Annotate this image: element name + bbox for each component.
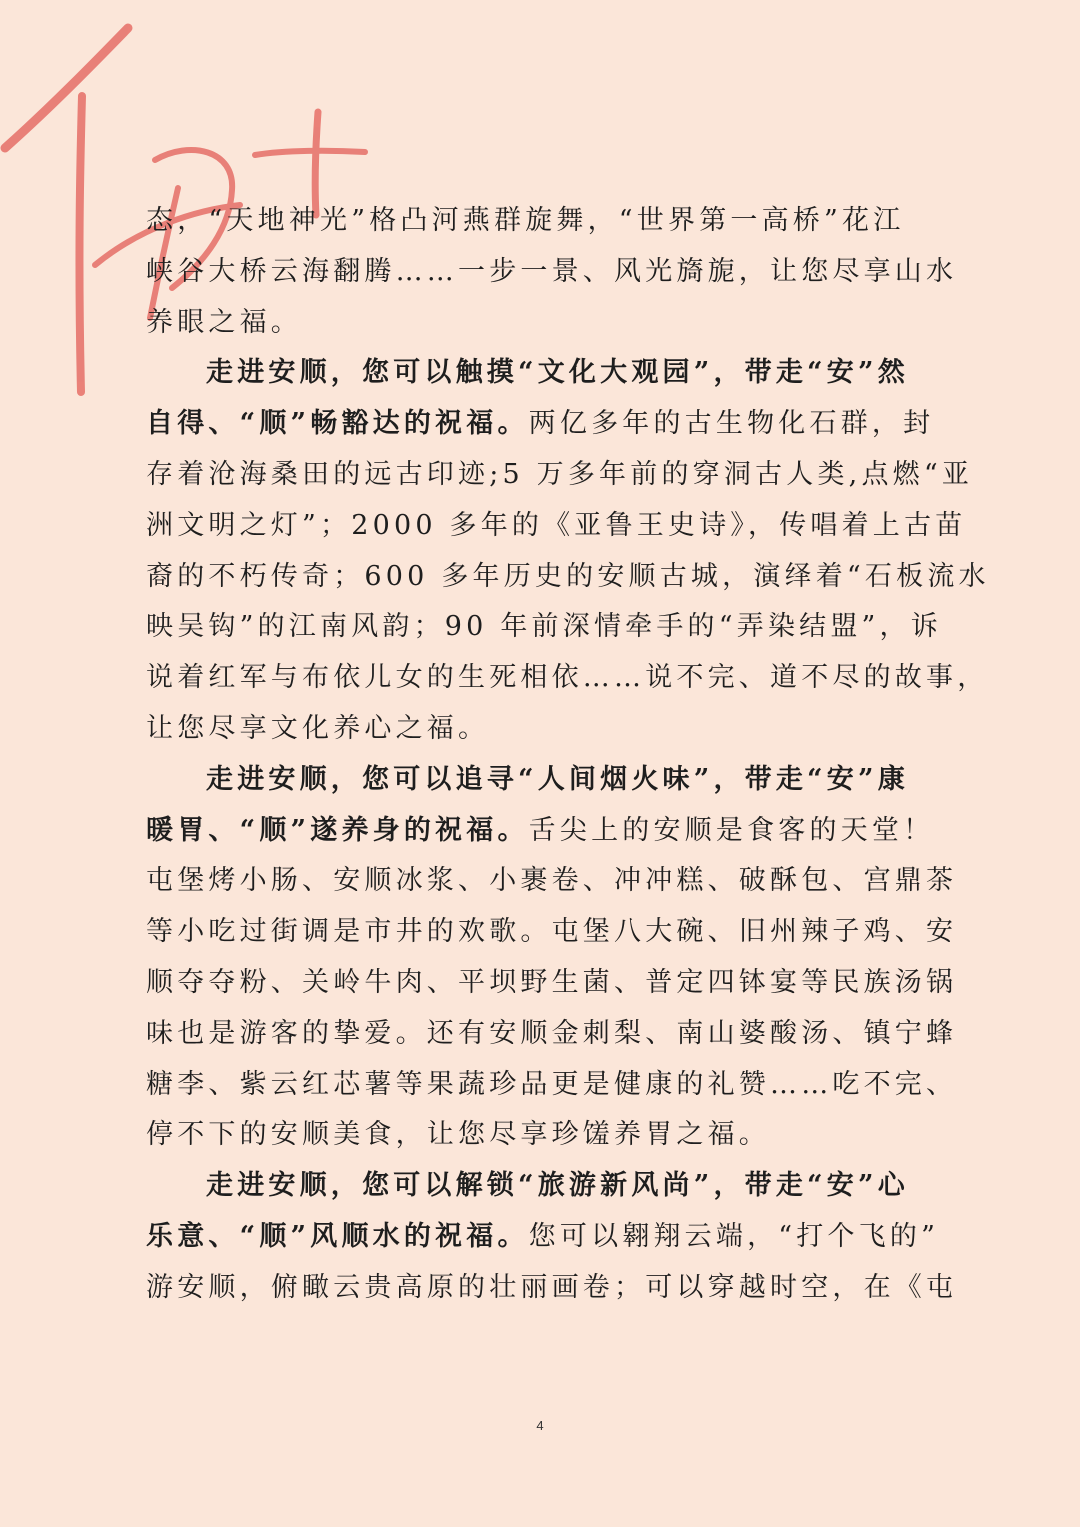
text-run: 您可以翱翔云端，“打个飞的” xyxy=(528,1220,940,1252)
text-run: 映吴钩”的江南风韵；90 年前深情牵手的“弄染结盟”，诉 xyxy=(146,611,942,643)
text-line xyxy=(146,958,958,1009)
text-run: 舌尖上的安顺是食客的天堂！ xyxy=(528,814,935,846)
text-line xyxy=(146,1161,946,1212)
text-line xyxy=(146,907,958,958)
text-run: 游安顺，俯瞰云贵高原的壮丽画卷；可以穿越时空，在《屯 xyxy=(146,1271,958,1303)
text-run: 糖李、紫云红芯薯等果蔬珍品更是健康的礼赞……吃不完、 xyxy=(146,1068,958,1100)
text-run: 停不下的安顺美食，让您尽享珍馐养胃之福。 xyxy=(146,1119,770,1151)
page-number: 4 xyxy=(536,1418,544,1433)
text-line xyxy=(146,806,946,857)
text-line xyxy=(146,1212,946,1263)
text-line xyxy=(146,653,989,704)
text-run: 说着红军与布依儿女的生死相依……说不完、道不尽的故事， xyxy=(146,662,989,694)
brush-stroke xyxy=(79,96,82,392)
text-line xyxy=(146,247,958,298)
text-line xyxy=(146,1263,958,1314)
bold-text-run: 走进安顺，您可以触摸“文化大观园”，带走“安”然 xyxy=(206,357,909,389)
text-line xyxy=(146,755,946,806)
text-run: 屯堡烤小肠、安顺冰浆、小裹卷、冲冲糕、破酥包、宫鼎茶 xyxy=(146,865,958,897)
text-line xyxy=(146,856,958,907)
text-line xyxy=(146,196,946,247)
text-run: 顺夺夺粉、关岭牛肉、平坝野生菌、普定四钵宴等民族汤锅 xyxy=(146,966,958,998)
text-line xyxy=(146,399,946,450)
text-run: 峡谷大桥云海翻腾……一步一景、风光旖旎，让您尽享山水 xyxy=(146,255,958,287)
text-line xyxy=(146,704,946,755)
brush-stroke xyxy=(5,28,128,148)
text-run: 两亿多年的古生物化石群，封 xyxy=(528,408,935,440)
text-line xyxy=(146,501,967,552)
bold-text-run: 乐意、“顺”风顺水的祝福。 xyxy=(146,1220,529,1252)
text-line xyxy=(146,552,990,603)
text-run: 让您尽享文化养心之福。 xyxy=(146,712,490,744)
text-line xyxy=(146,348,946,399)
bold-text-run: 自得、“顺”畅豁达的祝福。 xyxy=(146,408,529,440)
text-line xyxy=(146,1009,958,1060)
body-text xyxy=(146,196,990,1314)
text-run: 裔的不朽传奇；600 多年历史的安顺古城，演绎着“石板流水 xyxy=(146,560,990,592)
text-line xyxy=(146,298,946,349)
text-run: 味也是游客的挚爱。还有安顺金刺梨、南山婆酸汤、镇宁蜂 xyxy=(146,1017,958,1049)
bold-text-run: 走进安顺，您可以追寻“人间烟火味”，带走“安”康 xyxy=(206,763,909,795)
text-run: 洲文明之灯”；2000 多年的《亚鲁王史诗》，传唱着上古苗 xyxy=(146,509,967,541)
text-run: 养眼之福。 xyxy=(146,306,302,338)
brush-stroke xyxy=(255,151,365,155)
bold-text-run: 暖胃、“顺”遂养身的祝福。 xyxy=(146,814,529,846)
text-run: 态，“天地神光”格凸河燕群旋舞，“世界第一高桥”花江 xyxy=(146,205,905,236)
text-run: 存着沧海桑田的远古印迹;5 万多年前的穿洞古人类,点燃“亚 xyxy=(146,458,974,490)
bold-text-run: 走进安顺，您可以解锁“旅游新风尚”，带走“安”心 xyxy=(206,1170,909,1202)
text-line xyxy=(146,450,974,501)
text-run: 等小吃过街调是市井的欢歌。屯堡八大碗、旧州辣子鸡、安 xyxy=(146,916,958,948)
text-line xyxy=(146,1110,946,1161)
text-line xyxy=(146,1060,958,1111)
text-line xyxy=(146,602,946,653)
